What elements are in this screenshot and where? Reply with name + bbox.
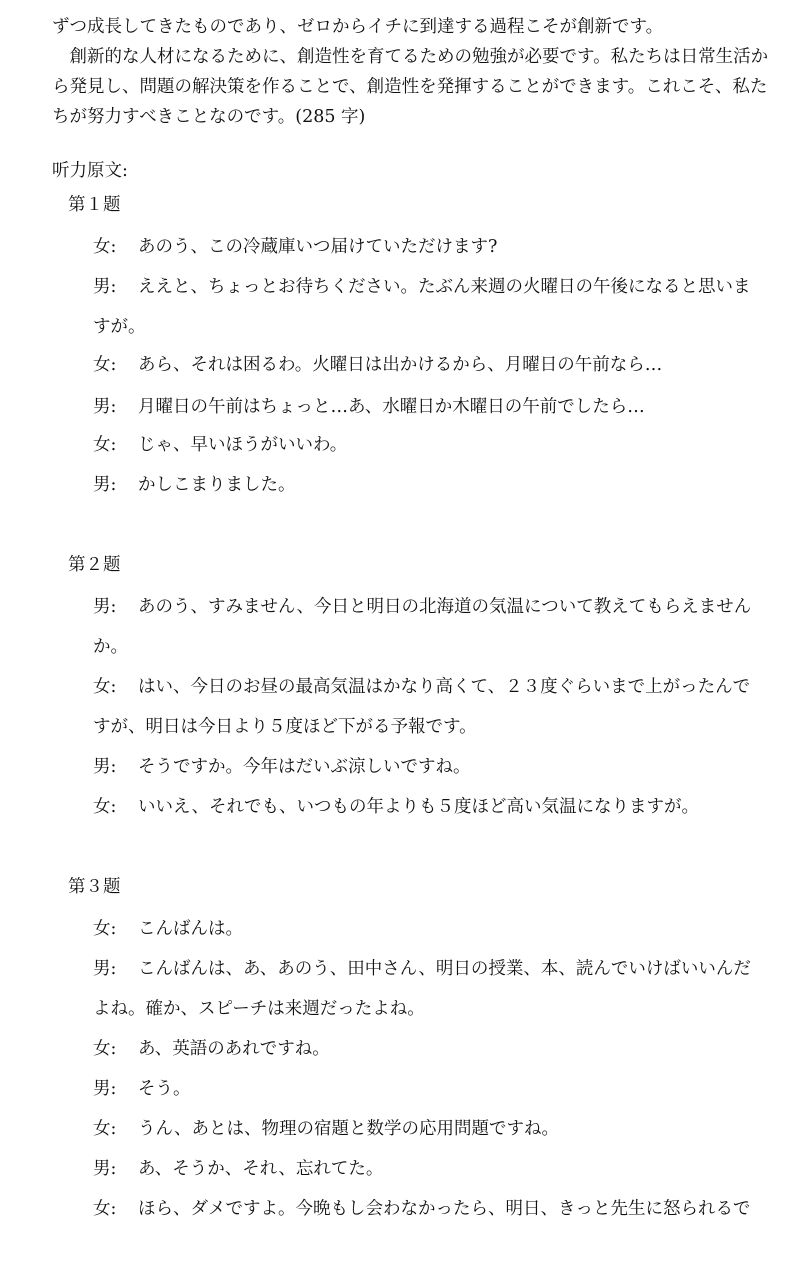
dialogue-line — [93, 430, 773, 460]
question-title: 第３题 — [68, 877, 121, 897]
dialogue-line — [93, 914, 773, 944]
dialogue-line — [93, 672, 773, 702]
dialogue-text: あのう、この冷蔵庫いつ届けていただけます? — [138, 237, 498, 257]
dialogue-line — [93, 1034, 773, 1064]
dialogue-continuation: か。 — [93, 637, 128, 657]
speaker-label: 男: — [93, 475, 117, 495]
dialogue-text: あのう、すみません、今日と明日の北海道の気温について教えてもらえません — [138, 597, 752, 617]
speaker-label: 女: — [93, 919, 117, 939]
speaker-label: 男: — [93, 397, 117, 417]
speaker-label: 女: — [93, 1039, 117, 1059]
speaker-label: 女: — [93, 435, 117, 455]
dialogue-text: かしこまりました。 — [138, 475, 296, 495]
dialogue-line — [93, 350, 773, 380]
essay-line: ずつ成長してきたものであり、ゼロからイチに到達する過程こそが創新です。 — [52, 17, 664, 37]
dialogue-text: ほら、ダメですよ。今晩もし会わなかったら、明日、きっと先生に怒られるで — [138, 1199, 751, 1219]
dialogue-text: あ、英語のあれですね。 — [138, 1039, 330, 1059]
speaker-label: 男: — [93, 1159, 117, 1179]
essay-paragraph: 創新的な人材になるために、創造性を育てるための勉強が必要です。私たちは日常生活から発見し、問題の解決策を作ることで、創造性を発揮することができます。これこそ、私たちが努力すべきことなのです。(285 字) — [52, 47, 769, 127]
dialogue-text: そうですか。今年はだいぶ涼しいですね。 — [138, 757, 471, 777]
speaker-label: 女: — [93, 1119, 117, 1139]
dialogue-text: あら、それは困るわ。火曜日は出かけるから、月曜日の午前なら… — [138, 355, 663, 375]
dialogue-line — [93, 792, 773, 822]
dialogue-line — [93, 392, 773, 422]
speaker-label: 女: — [93, 237, 117, 257]
speaker-label: 男: — [93, 757, 117, 777]
dialogue-line — [93, 232, 773, 262]
dialogue-text: はい、今日のお昼の最高気温はかなり高くて、２３度ぐらいまで上がったんで — [138, 677, 751, 697]
dialogue-text: こんばんは。 — [138, 919, 243, 939]
dialogue-line — [93, 752, 773, 782]
listening-heading: 听力原文: — [52, 161, 128, 181]
dialogue-text: そう。 — [138, 1079, 191, 1099]
speaker-label: 女: — [93, 1199, 117, 1219]
dialogue-text: いいえ、それでも、いつもの年よりも５度ほど高い気温になりますが。 — [138, 797, 700, 817]
speaker-label: 女: — [93, 797, 117, 817]
dialogue-line — [93, 272, 773, 302]
dialogue-line — [93, 1114, 773, 1144]
dialogue-text: あ、そうか、それ、忘れてた。 — [138, 1159, 384, 1179]
dialogue-text: じゃ、早いほうがいいわ。 — [138, 435, 348, 455]
dialogue-line — [93, 954, 773, 984]
question-title: 第２题 — [68, 555, 121, 575]
question-title: 第１题 — [68, 195, 121, 215]
dialogue-line — [93, 1074, 773, 1104]
dialogue-continuation: よね。確か、スピーチは来週だったよね。 — [93, 999, 425, 1019]
essay-ending — [52, 12, 772, 132]
speaker-label: 男: — [93, 277, 117, 297]
dialogue-line — [93, 470, 773, 500]
dialogue-continuation: すが。 — [93, 317, 146, 337]
speaker-label: 女: — [93, 355, 117, 375]
speaker-label: 男: — [93, 959, 117, 979]
dialogue-line — [93, 592, 773, 622]
dialogue-text: うん、あとは、物理の宿題と数学の応用問題ですね。 — [138, 1119, 560, 1139]
dialogue-text: ええと、ちょっとお待ちください。たぶん来週の火曜日の午後になると思いま — [138, 277, 751, 297]
dialogue-line — [93, 1194, 773, 1224]
dialogue-text: 月曜日の午前はちょっと…あ、水曜日か木曜日の午前でしたら… — [138, 397, 645, 417]
speaker-label: 女: — [93, 677, 117, 697]
dialogue-line — [93, 1154, 773, 1184]
dialogue-text: こんばんは、あ、あのう、田中さん、明日の授業、本、読んでいけばいいんだ — [138, 959, 751, 979]
dialogue-continuation: すが、明日は今日より５度ほど下がる予報です。 — [93, 717, 477, 737]
speaker-label: 男: — [93, 1079, 117, 1099]
speaker-label: 男: — [93, 597, 117, 617]
